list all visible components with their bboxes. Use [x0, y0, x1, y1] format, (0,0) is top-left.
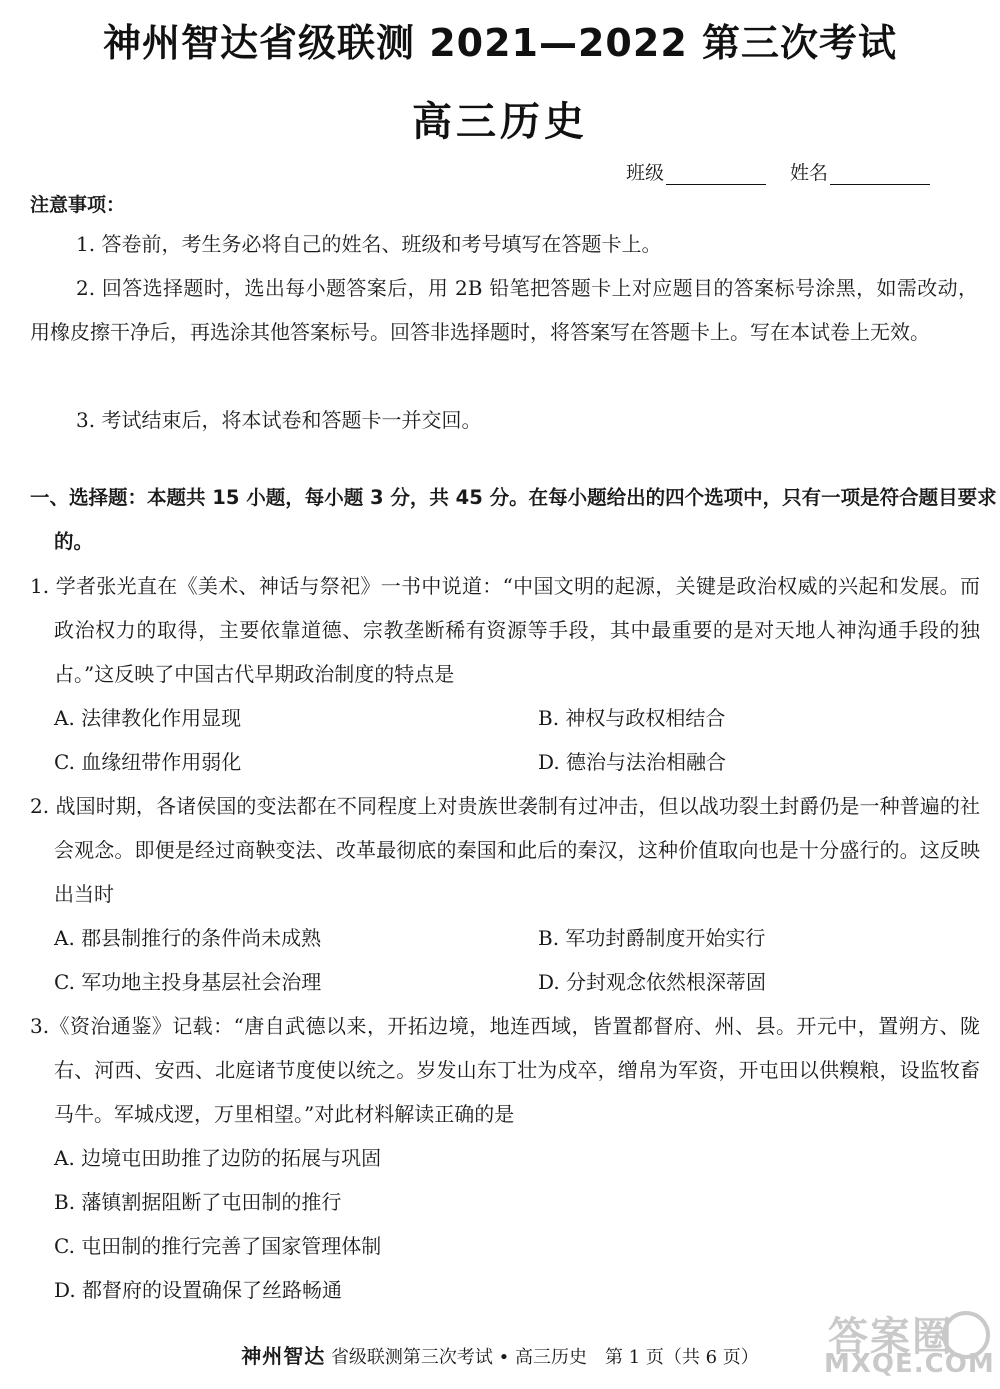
name-field — [790, 158, 930, 185]
question-1-option-b[interactable]: B. 神权与政权相结合 — [538, 706, 726, 730]
question-3-option-a[interactable]: A. 边境屯田助推了边防的拓展与巩固 — [54, 1146, 382, 1170]
question-3-option-b[interactable]: B. 藩镇割据阻断了屯田制的推行 — [54, 1190, 342, 1214]
question-1-option-a[interactable]: A. 法律教化作用显现 — [54, 706, 242, 730]
notice-item-3: 3. 考试结束后，将本试卷和答题卡一并交回。 — [76, 408, 482, 432]
question-1-option-d[interactable]: D. 德治与法治相融合 — [538, 750, 727, 774]
notice-heading: 注意事项： — [30, 194, 126, 216]
watermark-text: 答案圈 — [828, 1314, 954, 1360]
question-2-option-d[interactable]: D. 分封观念依然根深蒂固 — [538, 970, 767, 994]
question-2-option-c[interactable]: C. 军功地主投身基层社会治理 — [54, 970, 322, 994]
notice-item-2: 2. 回答选择题时，选出每小题答案后，用 2B 铅笔把答题卡上对应题目的答案标号涂黑，如需改动，用橡皮擦干净后，再选涂其他答案标号。回答非选择题时，将答案写在答题卡上。写在本试卷上无效。 — [30, 276, 978, 344]
question-3-option-d[interactable]: D. 都督府的设置确保了丝路畅通 — [54, 1278, 343, 1302]
question-3-option-c[interactable]: C. 屯田制的推行完善了国家管理体制 — [54, 1234, 382, 1258]
question-1-option-c[interactable]: C. 血缘纽带作用弱化 — [54, 750, 242, 774]
watermark-url: MXQE.COM — [824, 1349, 995, 1379]
question-2-option-a[interactable]: A. 郡县制推行的条件尚未成熟 — [54, 926, 322, 950]
class-field — [626, 158, 766, 185]
student-info-fields — [626, 158, 930, 185]
question-2-option-b[interactable]: B. 军功封爵制度开始实行 — [538, 926, 766, 950]
name-blank[interactable] — [830, 164, 930, 185]
watermark-logo — [820, 1305, 995, 1385]
question-3-stem: 3.《资治通鉴》记载：“唐自武德以来，开拓边境，地连西域，皆置都督府、州、县。开元中，置朔方、陇右、河西、安西、北庭诸节度使以统之。岁发山东丁壮为戍卒，缯帛为军资，开屯田以供糗粮，设监牧畜马牛。军城戍逻，万里相望。”对此材料解读正确的是 — [30, 1014, 980, 1126]
notice-item-1: 1. 答卷前，考生务必将自己的姓名、班级和考号填写在答题卡上。 — [76, 232, 662, 256]
footer-text: 省级联测第三次考试 • 高三历史 第 1 页（共 6 页） — [330, 1347, 759, 1368]
section-heading: 一、选择题：本题共 15 小题，每小题 3 分，共 45 分。在每小题给出的四个选项中，只有一项是符合题目要求的。 — [30, 486, 997, 553]
exam-title: 神州智达省级联测 2021—2022 第三次考试 — [103, 21, 897, 65]
question-2-stem: 2. 战国时期，各诸侯国的变法都在不同程度上对贵族世袭制有过冲击，但以战功裂土封爵仍是一种普遍的社会观念。即便是经过商鞅变法、改革最彻底的秦国和此后的秦汉，这种价值取向也是十分盛行的。这反映出当时 — [30, 794, 980, 906]
class-blank[interactable] — [666, 164, 766, 185]
footer-brand: 神州智达 — [241, 1344, 326, 1368]
class-label: 班级 — [625, 162, 664, 184]
name-label: 姓名 — [789, 162, 828, 184]
subject-title: 高三历史 — [412, 99, 588, 145]
question-1-stem: 1. 学者张光直在《美术、神话与祭祀》一书中说道：“中国文明的起源，关键是政治权威的兴起和发展。而政治权力的取得，主要依靠道德、宗教垄断稀有资源等手段，其中最重要的是对天地人神沟通手段的独占。”这反映了中国古代早期政治制度的特点是 — [30, 574, 980, 686]
